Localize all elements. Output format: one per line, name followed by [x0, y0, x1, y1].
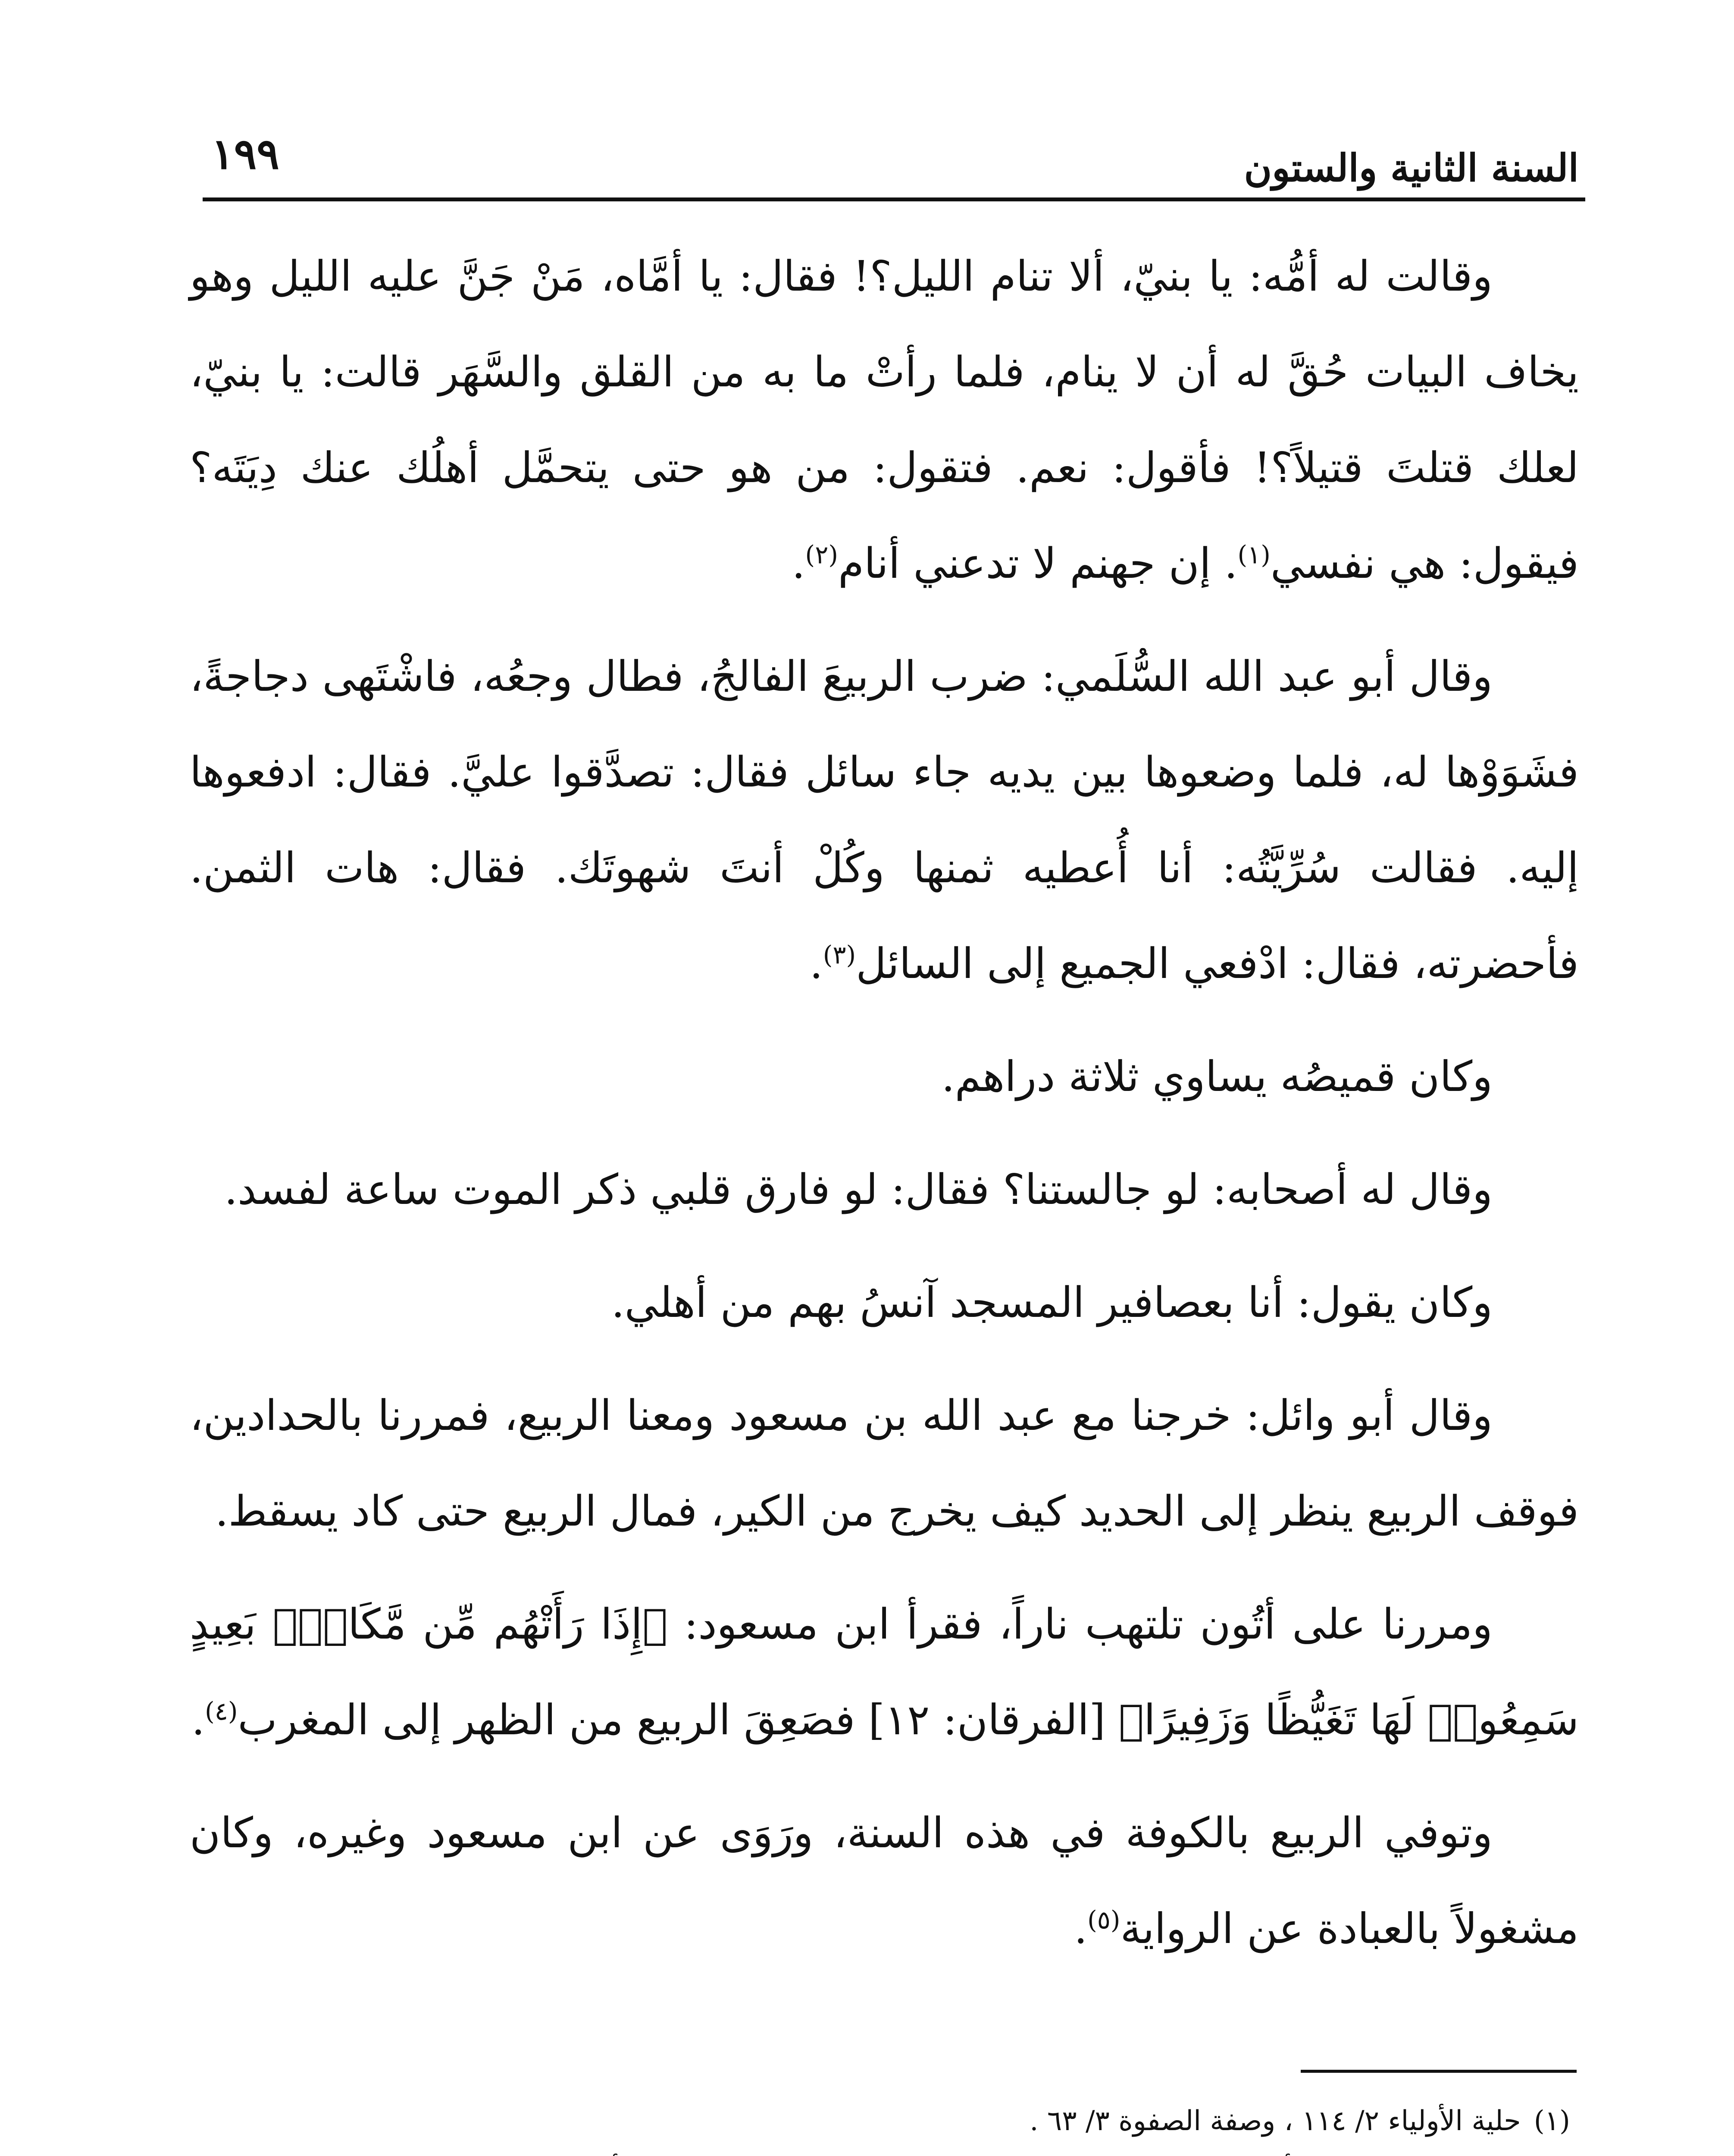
paragraph-text: ومررنا على أتُون تلتهب ناراً، فقرأ ابن مسعود: ﴿إِذَا رَأَتْهُم مِّن مَّكَانٍۢ بَعِيدٍ سَمِعُوا۟ لَهَا تَغَيُّظًا وَزَفِيرًا﴾ [الفرقان: ١٢] فصَعِقَ الربيع من الظهر إلى المغرب	[190, 1600, 1579, 1744]
paragraph	[190, 1576, 1579, 1768]
paragraph-text: وقال له أصحابه: لو جالستنا؟ فقال: لو فارق قلبي ذكر الموت ساعة لفسد.	[224, 1165, 1493, 1214]
paragraph-text: وتوفي الربيع بالكوفة في هذه السنة، ورَوَى عن ابن مسعود وغيره، وكان مشغولاً بالعبادة عن الرواية	[190, 1808, 1579, 1953]
footnote-ref: (١)	[1237, 540, 1271, 570]
footnote-ref: (٤)	[205, 1696, 238, 1726]
paragraph-text: وكان قميصُه يساوي ثلاثة دراهم.	[941, 1052, 1493, 1101]
paragraph-end: .	[792, 539, 805, 588]
paragraph-text: وقال أبو وائل: خرجنا مع عبد الله بن مسعود ومعنا الربيع، فمررنا بالحدادين، فوقف الربيع ينظر إلى الحديد كيف يخرج من الكير، فمال الربيع حتى كاد يسقط.	[190, 1391, 1579, 1536]
paragraph	[190, 1368, 1579, 1559]
paragraph-end: .	[191, 1695, 205, 1744]
footnote-rule	[1301, 2070, 1577, 2073]
paragraph-text: . إن جهنم لا تدعني أنام	[838, 539, 1238, 588]
paragraph-text: وكان يقول: أنا بعصافير المسجد آنسُ بهم من أهلي.	[611, 1278, 1493, 1327]
footnote-text	[316, 2147, 1521, 2156]
page-number: ١٩٩	[211, 129, 279, 179]
running-title: السنة الثانية والستون	[1244, 145, 1579, 190]
footnotes	[190, 2096, 1570, 2156]
paragraph	[190, 1785, 1579, 1977]
paragraph-text: وقالت له أمُّه: يا بنيّ، ألا تنام الليل؟! فقال: يا أمَّاه، مَنْ جَنَّ عليه الليل وهو يخاف البيات حُقَّ له أن لا ينام، فلما رأتْ ما به من القلق والسَّهَر قالت: يا بنيّ، لعلك قتلتَ قتيلاً؟! فأقول: نعم. فتقول: من هو حتى يتحمَّل أهلُك عنك دِيَتَه؟ فيقول: هي نفسي	[190, 252, 1579, 588]
paragraph	[190, 629, 1579, 1012]
paragraph	[190, 1142, 1579, 1238]
footnote-ref: (٥)	[1087, 1905, 1121, 1935]
header-rule	[203, 197, 1585, 201]
footnote	[190, 2147, 1570, 2156]
footnote-ref: (٢)	[805, 540, 838, 570]
footnote-number: (١)	[1534, 2105, 1570, 2137]
footnote	[190, 2096, 1570, 2147]
paragraph-end: .	[1074, 1904, 1088, 1953]
main-text	[190, 229, 1579, 1994]
footnote-number	[1534, 2147, 1570, 2156]
paragraph	[190, 1255, 1579, 1351]
footnote-text: حلية الأولياء ٢/ ١١٤ ، وصفة الصفوة ٣/ ٦٣ .	[1030, 2105, 1521, 2137]
running-header	[125, 123, 1579, 196]
paragraph-text: وقال أبو عبد الله السُّلَمي: ضرب الربيعَ الفالجُ، فطال وجعُه، فاشْتَهى دجاجةً، فشَوَوْها له، فلما وضعوها بين يديه جاء سائل فقال: تصدَّقوا عليَّ. فقال: ادفعوها إليه. فقالت سُرِّيَّتُه: أنا أُعطيه ثمنها وكُلْ أنتَ شهوتَك. فقال: هات الثمن. فأحضرته، فقال: ادْفعي الجميع إلى السائل	[190, 652, 1579, 988]
paragraph-end: .	[809, 939, 823, 988]
paragraph	[190, 229, 1579, 611]
footnote-ref: (٣)	[823, 940, 856, 970]
paragraph	[190, 1029, 1579, 1125]
